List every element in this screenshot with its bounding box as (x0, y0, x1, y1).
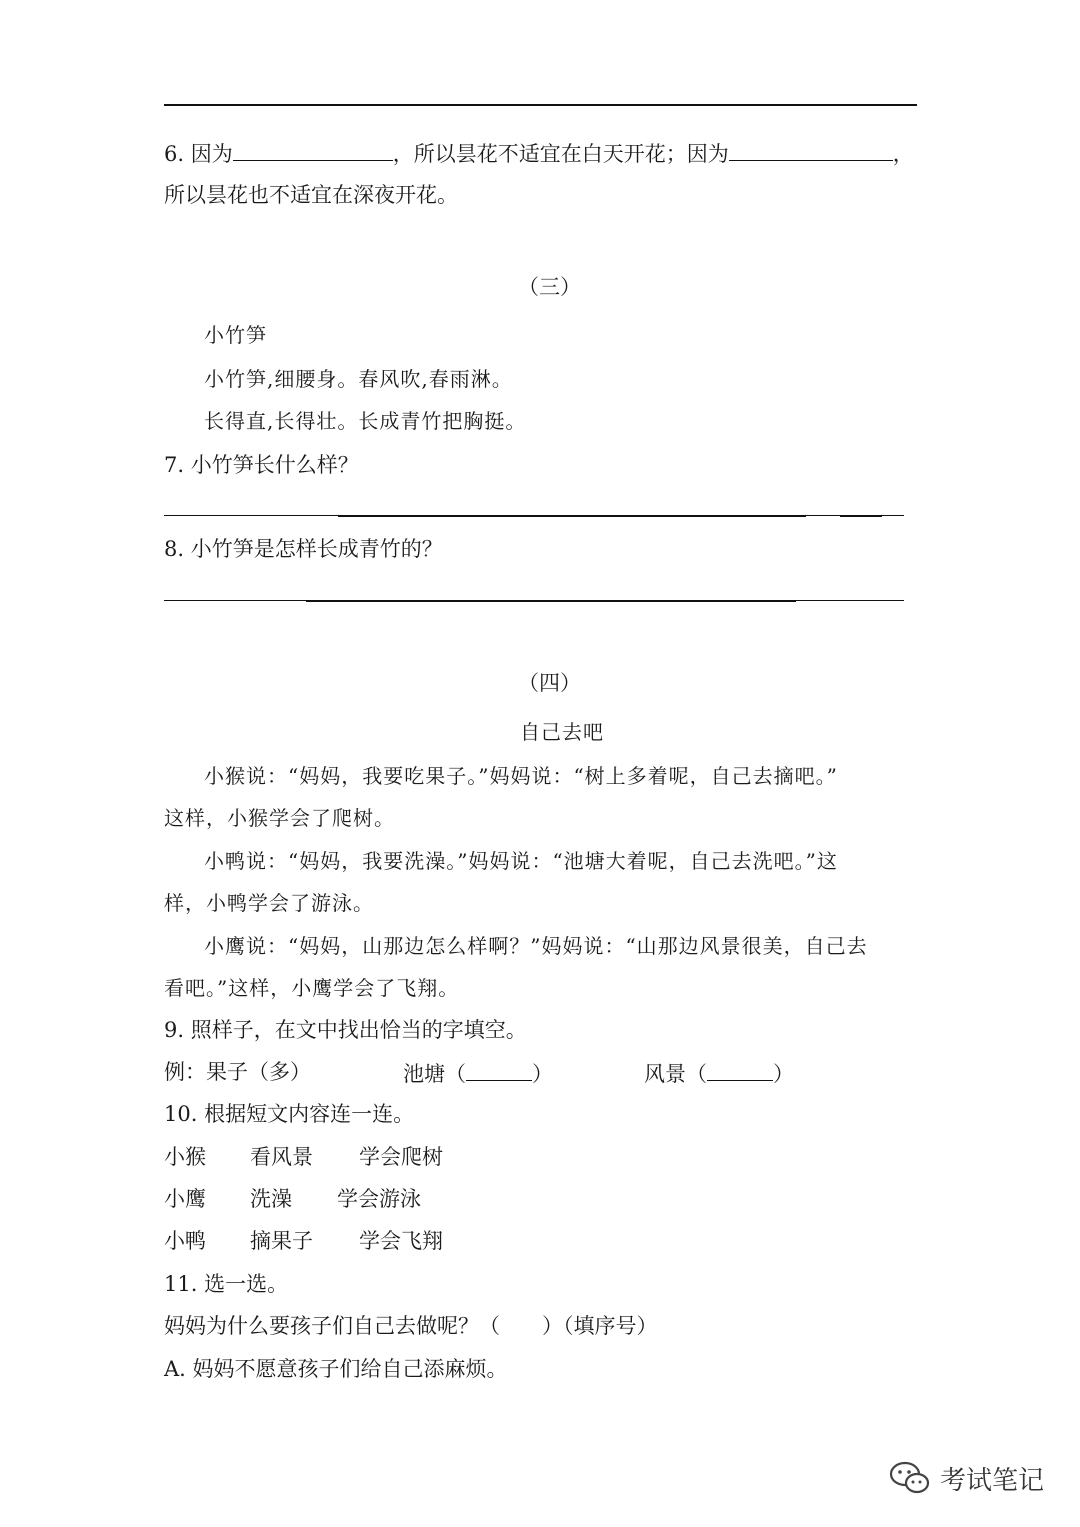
q10-col2-item-2[interactable]: 洗澡 (250, 1187, 292, 1211)
top-rule (164, 104, 917, 106)
q11-option-a[interactable]: A. 妈妈不愿意孩子们给自己添麻烦。 (164, 1357, 508, 1381)
watermark-text: 考试笔记 (939, 1465, 1044, 1496)
q7-answer-line-bold (338, 515, 806, 517)
q6-blank-2[interactable] (729, 142, 893, 161)
section3-heading: （三） (518, 275, 581, 299)
wechat-icon (888, 1459, 932, 1497)
poem-line-2: 长得直,长得壮。长成青竹把胸挺。 (204, 409, 527, 433)
poem-title: 小竹笋 (204, 323, 267, 347)
q9-question: 9. 照样子，在文中找出恰当的字填空。 (164, 1018, 527, 1042)
q10-col1-item-3[interactable]: 小鸭 (164, 1229, 206, 1253)
q6-blank-1[interactable] (233, 142, 393, 161)
q6-line2: 所以昙花也不适宜在深夜开花。 (164, 183, 458, 207)
poem-line-1: 小竹笋,细腰身。春风吹,春雨淋。 (204, 367, 513, 391)
q11-prompt: 妈妈为什么要孩子们自己去做呢？（ ）（填序号） (164, 1314, 658, 1338)
q10-col3-item-1[interactable]: 学会爬树 (359, 1145, 443, 1169)
q7-question: 7. 小竹笋长什么样？ (164, 453, 359, 477)
watermark (888, 1459, 1044, 1497)
story-p3-line1: 小鹰说：“妈妈，山那边怎么样啊？”妈妈说：“山那边风景很美，自己去 (204, 934, 868, 958)
story-p3-line2: 看吧。”这样，小鹰学会了飞翔。 (164, 976, 460, 1000)
q9-blank-2[interactable] (707, 1062, 773, 1081)
q6-line1: 6. 因为 ，所以昙花不适宜在白天开花；因为 ， (164, 142, 914, 166)
q10-question: 10. 根据短文内容连一连。 (164, 1102, 415, 1126)
q8-answer-line-bold (306, 600, 796, 602)
q7-answer-line-bold-2 (840, 515, 882, 517)
q10-col3-item-3[interactable]: 学会飞翔 (359, 1229, 443, 1253)
q10-col1-item-2[interactable]: 小鹰 (164, 1187, 206, 1211)
story-p1-line1: 小猴说：“妈妈，我要吃果子。”妈妈说：“树上多着呢，自己去摘吧。” (204, 764, 838, 788)
story-title: 自己去吧 (520, 720, 604, 744)
q9-item-1: 池塘（ ） (403, 1062, 553, 1086)
q11-question: 11. 选一选。 (164, 1272, 289, 1296)
section4-heading: （四） (518, 671, 581, 695)
q9-example: 例：果子（多） (164, 1060, 311, 1084)
q8-question: 8. 小竹笋是怎样长成青竹的？ (164, 537, 443, 561)
story-p2-line2: 样，小鸭学会了游泳。 (164, 891, 374, 915)
story-p2-line1: 小鸭说：“妈妈，我要洗澡。”妈妈说：“池塘大着呢，自己去洗吧。”这 (204, 849, 838, 873)
q10-col1-item-1[interactable]: 小猴 (164, 1145, 206, 1169)
story-p1-line2: 这样，小猴学会了爬树。 (164, 806, 395, 830)
q9-item-2: 风景（ ） (644, 1062, 794, 1086)
q9-blank-1[interactable] (466, 1062, 532, 1081)
q10-col3-item-2[interactable]: 学会游泳 (337, 1187, 421, 1211)
q10-col2-item-1[interactable]: 看风景 (250, 1145, 313, 1169)
q10-col2-item-3[interactable]: 摘果子 (250, 1229, 313, 1253)
